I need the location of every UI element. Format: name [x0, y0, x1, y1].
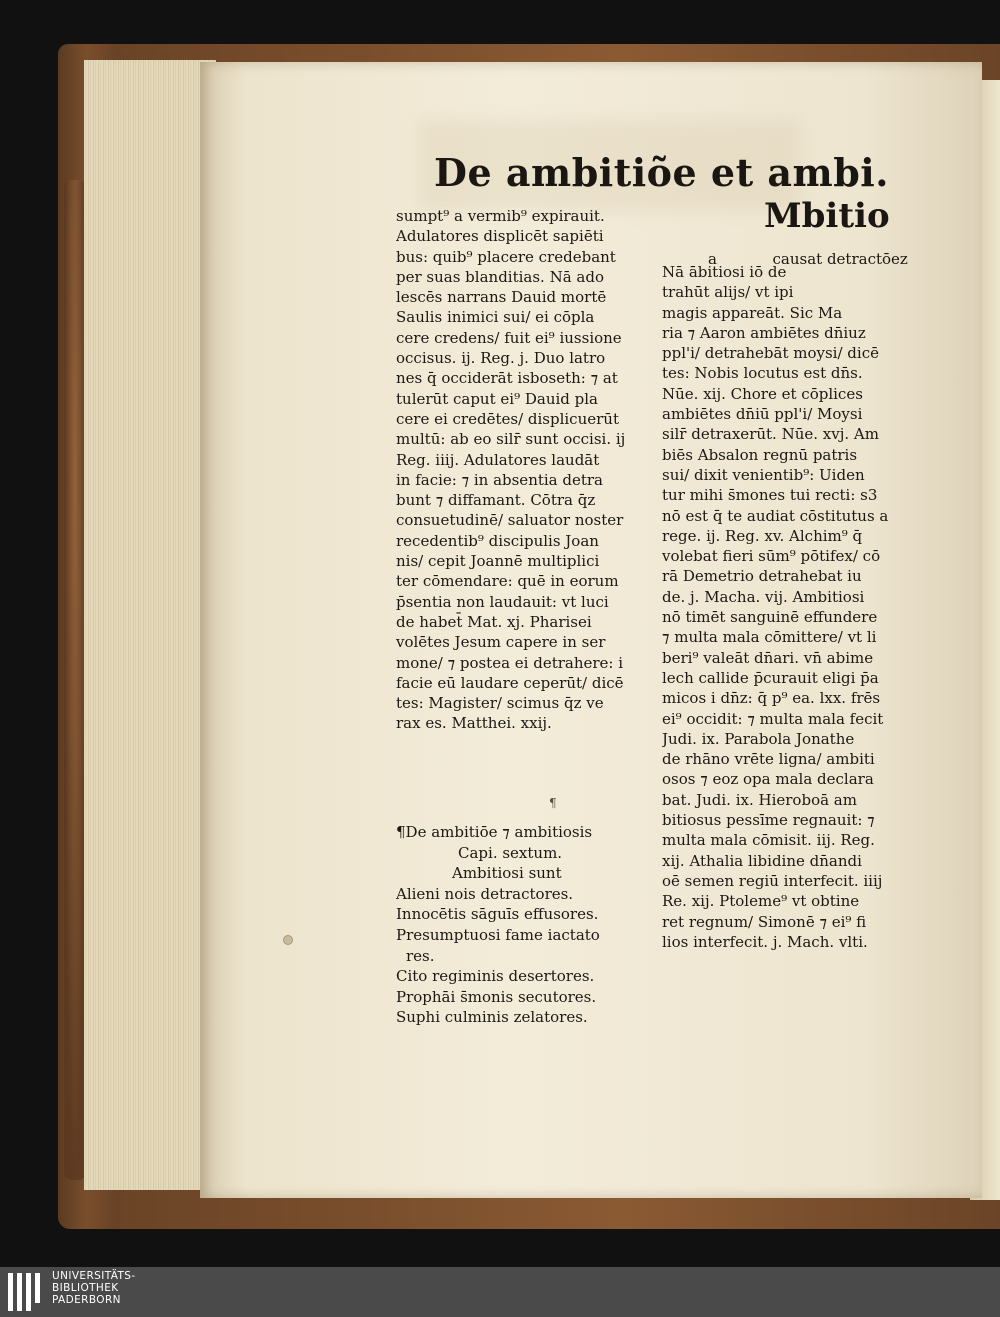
left-line: consuetudinē/ saluator noster: [396, 511, 624, 530]
right-line: Nā ābitiosi iō de: [662, 263, 787, 281]
left-line: lescēs narrans Dauid mortē: [396, 288, 607, 307]
left-line: recedentib⁹ discipulis Joan: [396, 531, 599, 550]
left-line: sumpt⁹ a vermib⁹ expirauit.: [396, 207, 605, 225]
left-line: bunt ⁊ diffamant. Cōtra q̄z: [396, 491, 596, 510]
right-line: de. j. Macha. vij. Ambitiosi: [662, 587, 865, 606]
page-title: De ambitiõe et ambi.: [434, 150, 889, 195]
right-line: bat. Judi. ix. Hieroboā am: [662, 790, 857, 809]
drop-initial: a: [708, 250, 717, 268]
right-line: sui/ dixit venientib⁹: Uiden: [662, 465, 865, 484]
right-line: oē semen regiū interfecit. iiij: [662, 871, 883, 890]
right-first-text: causat detractōez: [772, 250, 908, 268]
right-line: silr̄ detraxerūt. Nūe. xvj. Am: [662, 425, 879, 444]
vice-list: [396, 884, 658, 1028]
left-column: [396, 206, 658, 734]
footer-bar: [0, 1267, 1000, 1317]
logo-line-1: UNIVERSITÄTS-: [52, 1270, 136, 1282]
right-line: ppl'i/ detrahebāt moysi/ dicē: [662, 344, 879, 363]
right-line: nō timēt sanguinē effundere: [662, 608, 878, 627]
right-line: tur mihi s̄mones tui recti: s3: [662, 486, 878, 505]
right-line: lech callide p̄curauit eligi p̄a: [662, 668, 879, 687]
chapter-number: Capi. sextum.: [458, 843, 563, 862]
left-line: per suas blanditias. Nā ado: [396, 267, 605, 286]
left-line: Saulis inimici sui/ ei cōpla: [396, 308, 595, 327]
logo-line-3: PADERBORN: [52, 1294, 121, 1306]
cover-edge: [64, 180, 86, 1180]
logo-line-2: BIBLIOTHEK: [52, 1282, 119, 1294]
section-mark: ¶: [549, 796, 557, 810]
left-line: Reg. iiij. Adulatores laudāt: [396, 450, 600, 469]
left-line: multū: ab eo silr̄ sunt occisi. ij: [396, 430, 626, 449]
right-line: bitiosus pessīme regnauit: ⁊: [662, 811, 875, 830]
left-line: p̄sentia non laudauit: vt luci: [396, 592, 609, 611]
left-line: occisus. ij. Reg. j. Duo latro: [396, 349, 606, 368]
right-line: nō est q̄ te audiat cōstitutus a: [662, 506, 889, 525]
page-edges: [84, 60, 216, 1190]
right-line: de rhāno vrēte ligna/ ambiti: [662, 750, 875, 769]
right-line: micos i dn̄z: q̄ p⁹ ea. lxx. frēs: [662, 689, 881, 708]
left-line: tulerūt caput ei⁹ Dauid pla: [396, 389, 598, 408]
right-line: beri⁹ valeāt dn̄ari. vn̄ abime: [662, 648, 874, 667]
left-line: in facie: ⁊ in absentia detra: [396, 470, 604, 489]
list-line: Innocētis sāguīs effusores.: [396, 905, 599, 924]
left-line: volētes Jesum capere in ser: [396, 633, 606, 652]
right-line: ei⁹ occidit: ⁊ multa mala fecit: [662, 709, 884, 728]
left-line: facie eū laudare ceperūt/ dicē: [396, 673, 624, 692]
library-logo-text: [52, 1270, 136, 1306]
right-line: magis appareāt. Sic Ma: [662, 303, 843, 322]
right-line: lios interfecit. j. Mach. vlti.: [662, 932, 868, 951]
left-line: bus: quib⁹ placere credebant: [396, 247, 616, 266]
right-column: [662, 262, 924, 952]
right-line: biēs Absalon regnū patris: [662, 445, 858, 464]
left-line: cere ei credētes/ displicuerūt: [396, 409, 619, 428]
left-line: rax es. Matthei. xxij.: [396, 714, 552, 733]
list-line: Presumptuosi fame iactato: [396, 925, 600, 944]
left-line: mone/ ⁊ postea ei detrahere: i: [396, 653, 624, 672]
right-line: Nūe. xij. Chore et cōplices: [662, 384, 863, 403]
right-line: ⁊ multa mala cōmittere/ vt li: [662, 628, 877, 647]
right-line: ria ⁊ Aaron ambiētes dn̄iuz: [662, 323, 866, 342]
right-line: ambiētes dn̄iū ppl'i/ Moysi: [662, 405, 863, 424]
library-logo-icon: [8, 1273, 44, 1311]
right-line: osos ⁊ eoz opa mala declara: [662, 770, 874, 789]
left-line: nis/ cepit Joannē multiplici: [396, 552, 600, 571]
list-line: Cito regiminis desertores.: [396, 967, 595, 986]
left-line: ter cōmendare: quē in eorum: [396, 572, 619, 591]
right-line: trahūt alijs/ vt ipi: [662, 283, 794, 302]
left-line: nes q̄ occiderāt isboseth: ⁊ at: [396, 369, 618, 388]
right-line: Re. xij. Ptoleme⁹ vt obtine: [662, 892, 860, 911]
right-line: multa mala cōmisit. iij. Reg.: [662, 831, 875, 850]
chapter-heading: ¶De ambitiōe ⁊ ambitiosis: [396, 823, 593, 841]
list-line: res.: [406, 946, 435, 965]
left-line: tes: Magister/ scimus q̄z ve: [396, 694, 604, 713]
right-line: tes: Nobis locutus est dn̄s.: [662, 364, 863, 383]
right-line: volebat fieri sūm⁹ pōtifex/ cō: [662, 547, 881, 566]
list-line: Alieni nois detractores.: [396, 884, 574, 903]
right-line: ret regnum/ Simonē ⁊ ei⁹ fi: [662, 912, 867, 931]
right-line: xij. Athalia libidine dn̄andi: [662, 851, 862, 870]
right-line: Judi. ix. Parabola Jonathe: [662, 729, 855, 748]
chapter-block: [396, 822, 658, 1028]
left-line: Adulatores displicēt sapiēti: [396, 227, 604, 246]
left-line: cere credens/ fuit ei⁹ iussione: [396, 328, 622, 347]
page-hole: [283, 935, 293, 945]
right-line: rege. ij. Reg. xv. Alchim⁹ q̄: [662, 526, 863, 545]
list-line: Suphi culminis zelatores.: [396, 1008, 588, 1027]
left-line: de habet̄ Mat. xj. Pharisei: [396, 612, 592, 631]
right-line: rā Demetrio detrahebat iu: [662, 567, 862, 586]
list-intro: Ambitiosi sunt: [452, 864, 562, 883]
list-line: Prophāi s̄monis secutores.: [396, 987, 597, 1006]
drop-word: Mbitio: [764, 196, 890, 236]
